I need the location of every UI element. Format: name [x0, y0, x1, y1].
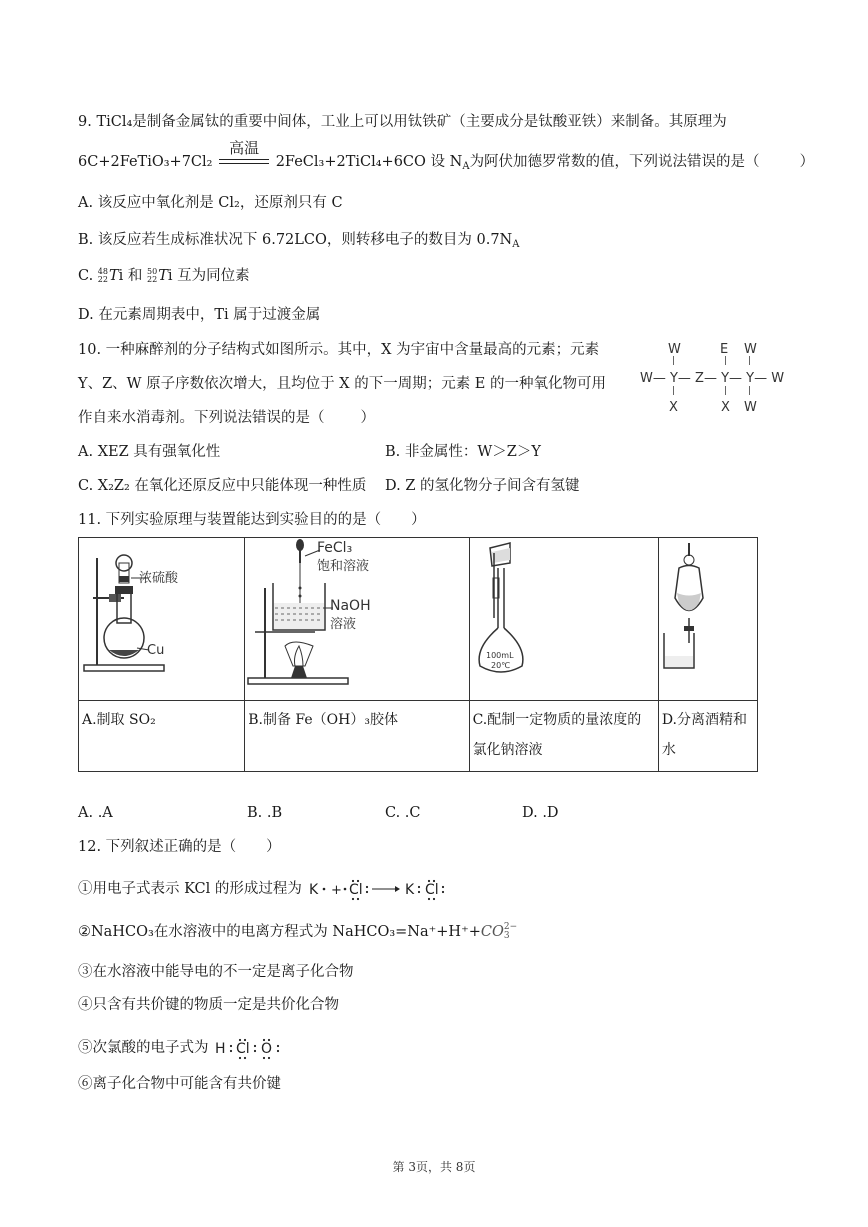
label-saturated-solution: 饱和溶液 [317, 559, 370, 574]
q9-stem-line1: 9. TiCl₄是制备金属钛的重要中间体，工业上可以用钛铁矿（主要成分是钛酸亚铁）来制备。其原理为 [78, 114, 727, 130]
q9-option-c [78, 266, 250, 286]
molecular-structure-diagram: W E W | | | W— Y— Z— Y— Y— W | | | X X W [640, 342, 785, 415]
q11-choice-b: B. .B [247, 805, 283, 821]
q10-stem-line3-text: 作自来水消毒剂。下列说法错误的是（ [78, 410, 325, 426]
page-footer: 第 3页，共 8页 [392, 1160, 476, 1174]
q9-equation-right: 2FeCl₃+2TiCl₄+6CO 设 N [275, 154, 463, 170]
isotope-ti-48 [98, 268, 119, 284]
svg-text:Cl: Cl [424, 882, 439, 898]
apparatus-d-cell [658, 538, 757, 701]
so2-apparatus-image [79, 538, 244, 696]
q11-close-paren: ） [411, 512, 426, 528]
q12-close-paren: ） [266, 839, 281, 855]
iso2-symbol: T [158, 268, 168, 284]
label-20c: 20℃ [490, 661, 510, 670]
q10-option-b: B. 非金属性：W＞Z＞Y [385, 444, 541, 460]
q9-option-b-text: B. 该反应若生成标准状况下 6.72LCO，则转移电子的数目为 0.7N [78, 232, 513, 248]
q12-statement-5 [78, 1036, 303, 1060]
s2-text: ②NaHCO₃在水溶液中的电离方程式为 NaHCO₃=Na⁺+H⁺+ [78, 924, 481, 940]
struct-top-w2: W [744, 342, 757, 357]
svg-text:Cl: Cl [348, 882, 363, 898]
q9-stem-line2 [78, 139, 815, 177]
q11-choice-c: C. .C [385, 805, 421, 821]
q12-statement-1 [78, 877, 467, 901]
apparatus-table [78, 537, 758, 772]
q11-stem-text: 11. 下列实验原理与装置能达到实验目的的是（ [78, 512, 382, 528]
q12-statement-3: ③在水溶液中能导电的不一定是离子化合物 [78, 964, 354, 980]
equation-condition [219, 139, 269, 172]
q10-stem-line1: 10. 一种麻醉剂的分子结构式如图所示。其中，X 为宇宙中含量最高的元素；元素 [78, 342, 600, 358]
label-fecl3: FeCl₃ [317, 540, 353, 556]
q9-stem-tail: 为阿伏加德罗常数的值，下列说法错误的是（ [469, 154, 760, 170]
struct-middle-chain: W— Y— Z— Y— Y— W [640, 371, 785, 386]
q12-statement-2 [78, 922, 517, 942]
svg-text:K: K [308, 882, 318, 898]
colloid-apparatus-image [245, 538, 468, 696]
q10-option-c: C. X₂Z₂ 在氧化还原反应中只能体现一种性质 [78, 478, 367, 494]
carbonate-ion: CO2− 3 [480, 922, 518, 941]
svg-text:H: H [215, 1041, 226, 1057]
q10-stem-line2: Y、Z、W 原子序数依次增大，且均位于 X 的下一周期；元素 E 的一种氧化物可用 [78, 376, 607, 392]
apparatus-b-cell [245, 538, 469, 701]
iso1-mass: 48 [97, 267, 108, 276]
label-solution: 溶液 [330, 617, 357, 632]
s5-text: ⑤次氯酸的电子式为 [78, 1040, 209, 1056]
iso2-num: 22 [147, 275, 158, 284]
q9-option-c-mid: i 和 [118, 268, 143, 284]
volumetric-flask-image [470, 538, 658, 696]
svg-text:+: + [330, 883, 342, 898]
q10-option-d: D. Z 的氢化物分子间含有氢键 [385, 478, 580, 494]
q9-option-b-sub: A [512, 239, 520, 250]
hclo-electron-formula [213, 1036, 303, 1060]
isotope-ti-50 [147, 268, 168, 284]
q9-option-a: A. 该反应中氧化剂是 Cl₂，还原剂只有 C [78, 195, 343, 211]
caption-d: D.分离酒精和水 [658, 701, 757, 772]
svg-text:K: K [404, 882, 414, 898]
struct-bottom-x1: X [669, 400, 678, 415]
caption-c: C.配制一定物质的量浓度的氯化钠溶液 [469, 701, 658, 772]
struct-bottom-w: W [744, 400, 757, 415]
kcl-electron-formula [307, 877, 467, 901]
caption-b: B.制备 Fe（OH）₃胶体 [245, 701, 469, 772]
q9-option-c-prefix: C. [78, 268, 94, 284]
struct-top-w1: W [668, 342, 681, 357]
label-cu: Cu [147, 643, 165, 658]
q11-choice-a: A. .A [78, 805, 113, 821]
separatory-funnel-image [659, 538, 757, 696]
q12-statement-6: ⑥离子化合物中可能含有共价键 [78, 1076, 281, 1092]
na-subscript: A [462, 161, 470, 172]
iso1-symbol: T [108, 268, 119, 284]
q9-option-d: D. 在元素周期表中，Ti 属于过渡金属 [78, 307, 321, 323]
q12-stem-text: 12. 下列叙述正确的是（ [78, 839, 237, 855]
equation-condition-label: 高温 [229, 139, 260, 157]
q11-stem [78, 510, 426, 530]
q12-statement-4: ④只含有共价键的物质一定是共价化合物 [78, 997, 339, 1013]
struct-top-e: E [720, 342, 729, 357]
svg-text:Cl: Cl [236, 1041, 250, 1057]
q11-choice-d: D. .D [522, 805, 559, 821]
q12-stem [78, 837, 281, 857]
q10-close-paren: ） [360, 410, 375, 426]
label-naoh: NaOH [330, 598, 371, 614]
iso2-mass: 50 [147, 267, 158, 276]
q9-option-b [78, 230, 519, 255]
iso1-num: 22 [97, 275, 108, 284]
caption-a: A.制取 SO₂ [79, 701, 245, 772]
struct-bottom-x2: X [721, 400, 730, 415]
q10-option-a: A. XEZ 具有强氧化性 [78, 444, 221, 460]
apparatus-c-cell [469, 538, 658, 701]
apparatus-a-cell [79, 538, 245, 701]
svg-text:O: O [261, 1041, 273, 1057]
q9-option-c-tail: i 互为同位素 [167, 268, 250, 284]
q9-close-paren: ） [799, 154, 815, 170]
q9-equation-left: 6C+2FeTiO₃+7Cl₂ [78, 154, 213, 170]
label-conc-sulfuric-acid: 浓硫酸 [139, 571, 179, 586]
s1-text: ①用电子式表示 KCl 的形成过程为 [78, 881, 302, 897]
q10-stem-line3 [78, 408, 375, 428]
label-100ml: 100mL [485, 651, 514, 660]
